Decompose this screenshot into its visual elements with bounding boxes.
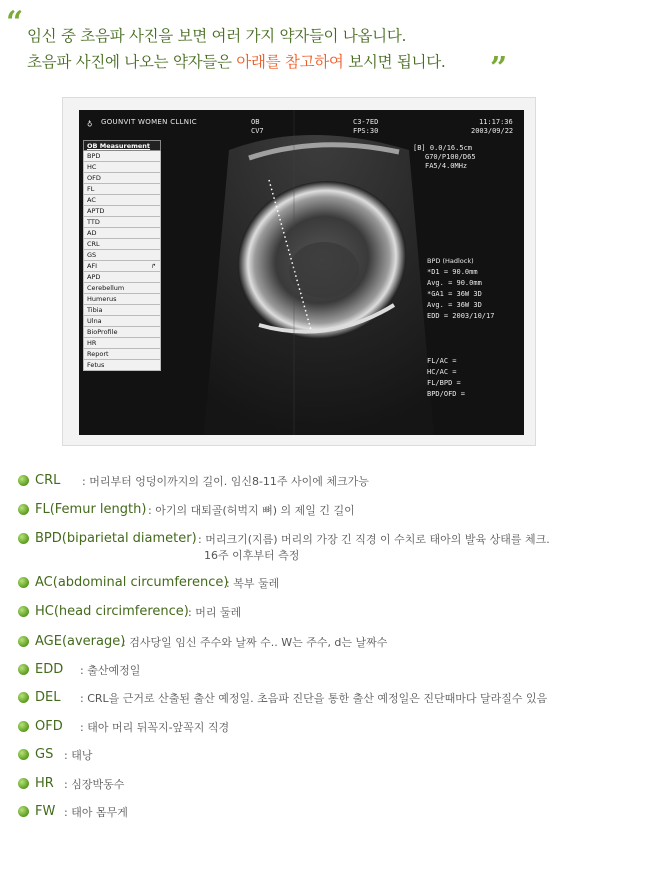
glossary-term: AC(abdominal circumference) (35, 575, 229, 590)
bullet-icon (18, 692, 29, 703)
menu-item-gs[interactable]: GS (83, 250, 161, 261)
bullet-icon (18, 504, 29, 515)
bullet-icon (18, 664, 29, 675)
ultrasound-screen (79, 110, 524, 435)
close-quote-mark: ” (490, 51, 508, 86)
glossary-desc: : 심장박동수 (64, 778, 125, 791)
bullet-icon (18, 749, 29, 760)
glossary-desc: : 머리부터 엉덩이까지의 길이. 임신8-11주 사이에 체크가능 (82, 475, 369, 488)
setting-line-2: G70/P100/D65 (425, 153, 476, 161)
menu-item-humerus[interactable]: Humerus (83, 294, 161, 305)
menu-header[interactable]: OB Measurement (83, 140, 161, 151)
ob-measurement-menu (83, 140, 161, 371)
glossary-term: GS (35, 747, 54, 762)
ratio-line-1: FL/AC = (427, 357, 457, 365)
probe-label: C3-7ED (353, 118, 379, 126)
menu-item-afi[interactable] (83, 261, 161, 272)
menu-item-bpd[interactable]: BPD (83, 151, 161, 162)
menu-item-fl[interactable]: FL (83, 184, 161, 195)
ratio-line-4: BPD/OFD = (427, 390, 465, 398)
setting-line-3: FA5/4.0MHz (425, 162, 468, 170)
glossary-desc: : 태낭 (64, 749, 93, 762)
glossary-term: AGE(average) (35, 634, 126, 649)
fps-label: FPS:30 (353, 127, 379, 135)
glossary-desc: : CRL을 근거로 산출된 출산 예정일. 초음파 진단을 통한 출산 예정일은 진단때마다 달라질수 있음 (80, 692, 548, 705)
scan-date: 2003/09/22 (471, 127, 514, 135)
bullet-icon (18, 475, 29, 486)
glossary-term: HC(head circimference) (35, 604, 189, 619)
bullet-icon (18, 577, 29, 588)
measure-title: BPD (Hadlock) (427, 257, 474, 265)
mode-top: OB (251, 118, 260, 126)
ratio-line-3: FL/BPD = (427, 379, 461, 387)
measure-line-4: Avg. = 36W 3D (427, 301, 482, 309)
glossary-term: EDD (35, 662, 64, 677)
glossary-desc: : 머리 둘레 (188, 606, 242, 619)
intro-line-2 (27, 50, 446, 72)
menu-item-ac[interactable]: AC (83, 195, 161, 206)
glossary-desc: : 태아 몸무게 (64, 806, 128, 819)
menu-item-hc[interactable]: HC (83, 162, 161, 173)
intro-highlight: 아래를 참고하여 (236, 53, 344, 71)
setting-line-1: [B] 0.0/16.5cm (413, 144, 473, 152)
intro-line-2-prefix: 초음파 사진에 나오는 약자들은 (27, 53, 237, 71)
menu-item-apd[interactable]: APD (83, 272, 161, 283)
clinic-name: GOUNVIT WOMEN CLLNIC (101, 118, 197, 126)
menu-item-ofd[interactable]: OFD (83, 173, 161, 184)
menu-item-fetus[interactable]: Fetus (83, 360, 161, 371)
glossary-desc: : 태아 머리 뒤꼭지-앞꼭지 직경 (80, 721, 230, 734)
glossary-term: BPD(biparietal diameter) (35, 531, 197, 546)
intro-quote (0, 0, 650, 90)
glossary-desc: : 복부 둘레 (226, 577, 280, 590)
measure-line-5: EDD = 2003/10/17 (427, 312, 495, 320)
intro-line-1: 임신 중 초음파 사진을 보면 여러 가지 약자들이 나옵니다. (27, 27, 407, 45)
bullet-icon (18, 806, 29, 817)
intro-line-2-suffix: 보시면 됩니다. (343, 53, 446, 71)
menu-item-crl[interactable]: CRL (83, 239, 161, 250)
menu-item-hr[interactable]: HR (83, 338, 161, 349)
glossary-desc: : 머리크기(지름) 머리의 가장 긴 직경 이 수치로 태아의 발육 상태를 체크. (198, 533, 550, 546)
glossary-desc-cont: 16주 이후부터 측정 (204, 549, 300, 562)
glossary-term: FW (35, 804, 56, 819)
menu-item-report[interactable]: Report (83, 349, 161, 360)
glossary-desc: : 출산예정일 (80, 664, 141, 677)
submenu-arrow-icon: ↱ (150, 263, 156, 270)
bullet-icon (18, 778, 29, 789)
clinic-logo-icon: ♁ (87, 119, 93, 129)
menu-item-aptd[interactable]: APTD (83, 206, 161, 217)
scan-time: 11:17:36 (479, 118, 513, 126)
glossary-desc: : 검사당일 임신 주수와 날짜 수.. W는 주수, d는 날짜수 (122, 636, 388, 649)
bullet-icon (18, 533, 29, 544)
bullet-icon (18, 721, 29, 732)
menu-item-tibia[interactable]: Tibia (83, 305, 161, 316)
ratio-line-2: HC/AC = (427, 368, 457, 376)
bullet-icon (18, 606, 29, 617)
measure-line-1: *D1 = 90.0mm (427, 268, 478, 276)
measure-line-3: *GA1 = 36W 3D (427, 290, 482, 298)
menu-item-ad[interactable]: AD (83, 228, 161, 239)
measure-line-2: Avg. = 90.0mm (427, 279, 482, 287)
glossary-term: FL(Femur length) (35, 502, 147, 517)
bullet-icon (18, 636, 29, 647)
open-quote-mark: “ (6, 5, 24, 40)
menu-item-afi-label: AFI (87, 262, 98, 270)
glossary-term: HR (35, 776, 54, 791)
glossary-term: DEL (35, 690, 61, 705)
glossary-desc: : 아기의 대퇴골(허벅지 뼈) 의 제일 긴 길이 (148, 504, 355, 517)
menu-item-bioprofile[interactable]: BioProfile (83, 327, 161, 338)
mode-bottom: CV7 (251, 127, 264, 135)
menu-item-ttd[interactable]: TTD (83, 217, 161, 228)
menu-item-ulna[interactable]: Ulna (83, 316, 161, 327)
menu-item-cerebellum[interactable]: Cerebellum (83, 283, 161, 294)
glossary-term: CRL (35, 473, 61, 488)
glossary-term: OFD (35, 719, 63, 734)
